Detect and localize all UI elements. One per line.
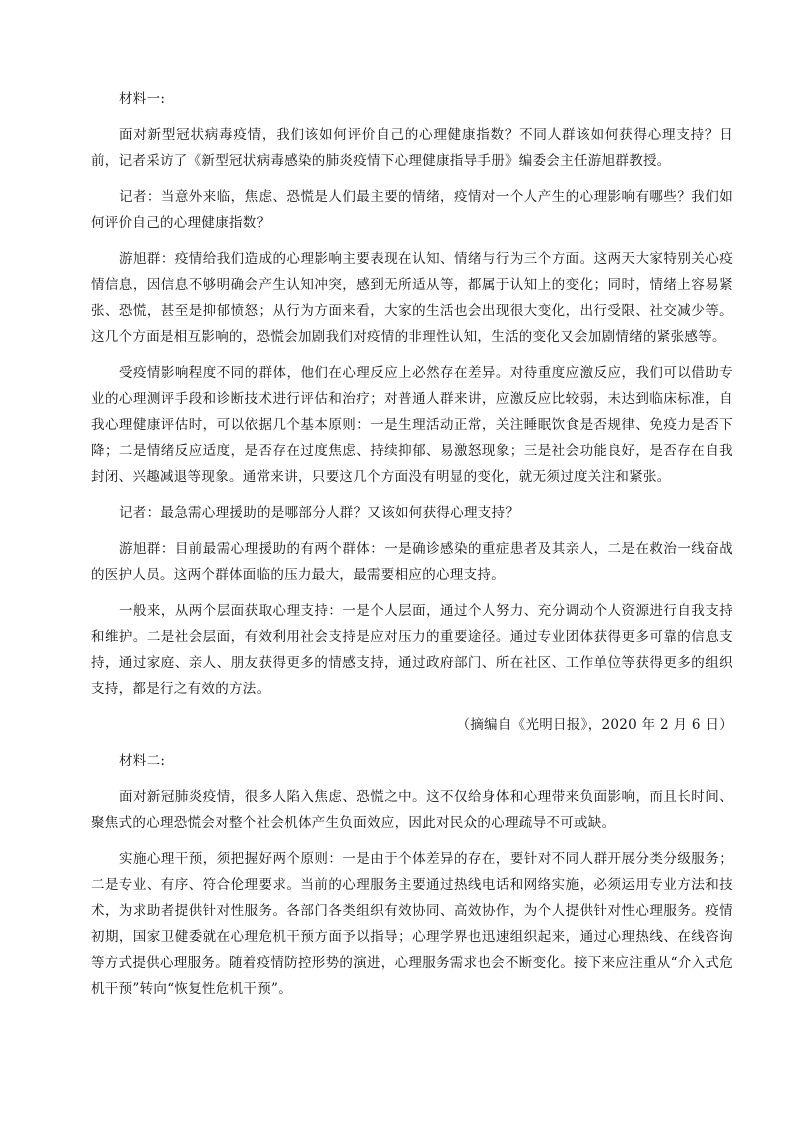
m1-paragraph-3: 游旭群：疫情给我们造成的心理影响主要表现在认知、情绪与行为三个方面。这两天大家特别关心疫情信息，因信息不够明确会产生认知冲突，感到无所适从等，都属于认知上的变化；同时，情绪上容易紧张、恐慌，甚至是抑郁愤怒；从行为方面来看，大家的生活也会出现很大变化，出行受限、社交减少等。这几个方面是相互影响的，恐慌会加剧我们对疫情的非理性认知，生活的变化又会加剧情绪的紧张感等。 <box>91 251 733 345</box>
m1-paragraph-6: 游旭群：目前最需心理援助的有两个群体：一是确诊感染的重症患者及其亲人，二是在救治一线奋战的医护人员。这两个群体面临的压力最大，最需要相应的心理支持。 <box>91 541 733 583</box>
document-page <box>91 86 733 1012</box>
material-two-label: 材料二: <box>119 753 166 769</box>
m1-paragraph-1: 面对新型冠状病毒疫情，我们该如何评价自己的心理健康指数？不同人群该如何获得心理支持？日前，记者采访了《新型冠状病毒感染的肺炎疫情下心理健康指导手册》编委会主任游旭群教授。 <box>91 127 733 169</box>
m1-paragraph-7: 一般来，从两个层面获取心理支持：一是个人层面，通过个人努力、充分调动个人资源进行自我支持和维护。二是社会层面，有效利用社会支持是应对压力的重要途径。通过专业团体获得更多可靠的信息支持，通过家庭、亲人、朋友获得更多的情感支持，通过政府部门、所在社区、工作单位等获得更多的组织支持，都是行之有效的方法。 <box>91 603 733 697</box>
m1-paragraph-4: 受疫情影响程度不同的群体，他们在心理反应上必然存在差异。对待重度应激反应，我们可以借助专业的心理测评手段和诊断技术进行评估和治疗；对普通人群来讲，应激反应比较弱，未达到临床标准，自我心理健康评估时，可以依据几个基本原则：一是生理活动正常，关注睡眠饮食是否规律、免疫力是否下降；二是情绪反应适度，是否存在过度焦虑、持续抑郁、易激怒现象；三是社会功能良好，是否存在自我封闭、兴趣减退等现象。通常来讲，只要这几个方面没有明显的变化，就无须过度关注和紧张。 <box>91 365 733 485</box>
m1-paragraph-5: 记者：最急需心理援助的是哪部分人群？又该如何获得心理支持？ <box>119 505 520 521</box>
m1-paragraph-2: 记者：当意外来临，焦虑、恐慌是人们最主要的情绪，疫情对一个人产生的心理影响有哪些？我们如何评价自己的心理健康指数？ <box>91 189 733 231</box>
m2-paragraph-2: 实施心理干预，须把握好两个原则：一是由于个体差异的存在，要针对不同人群开展分类分级服务；二是专业、有序、符合伦理要求。当前的心理服务主要通过热线电话和网络实施，必须运用专业方法和技术，为求助者提供针对性服务。各部门各类组织有效协同、高效协作，为个人提供针对性心理服务。疫情初期，国家卫健委就在心理危机干预方面予以指导；心理学界也迅速组织起来，通过心理热线、在线咨询等方式提供心理服务。随着疫情防控形势的演进，心理服务需求也会不断变化。接下来应注重从“介入式危机干预”转向“恢复性危机干预”。 <box>91 851 733 997</box>
material-one-source: （摘编自《光明日报》，2020 年 2 月 6 日） <box>456 717 733 733</box>
m2-paragraph-1: 面对新冠肺炎疫情，很多人陷入焦虑、恐慌之中。这不仅给身体和心理带来负面影响，而且长时间、聚焦式的心理恐慌会对整个社会机体产生负面效应，因此对民众的心理疏导不可或缺。 <box>91 789 733 831</box>
material-one-label: 材料一: <box>119 91 166 107</box>
